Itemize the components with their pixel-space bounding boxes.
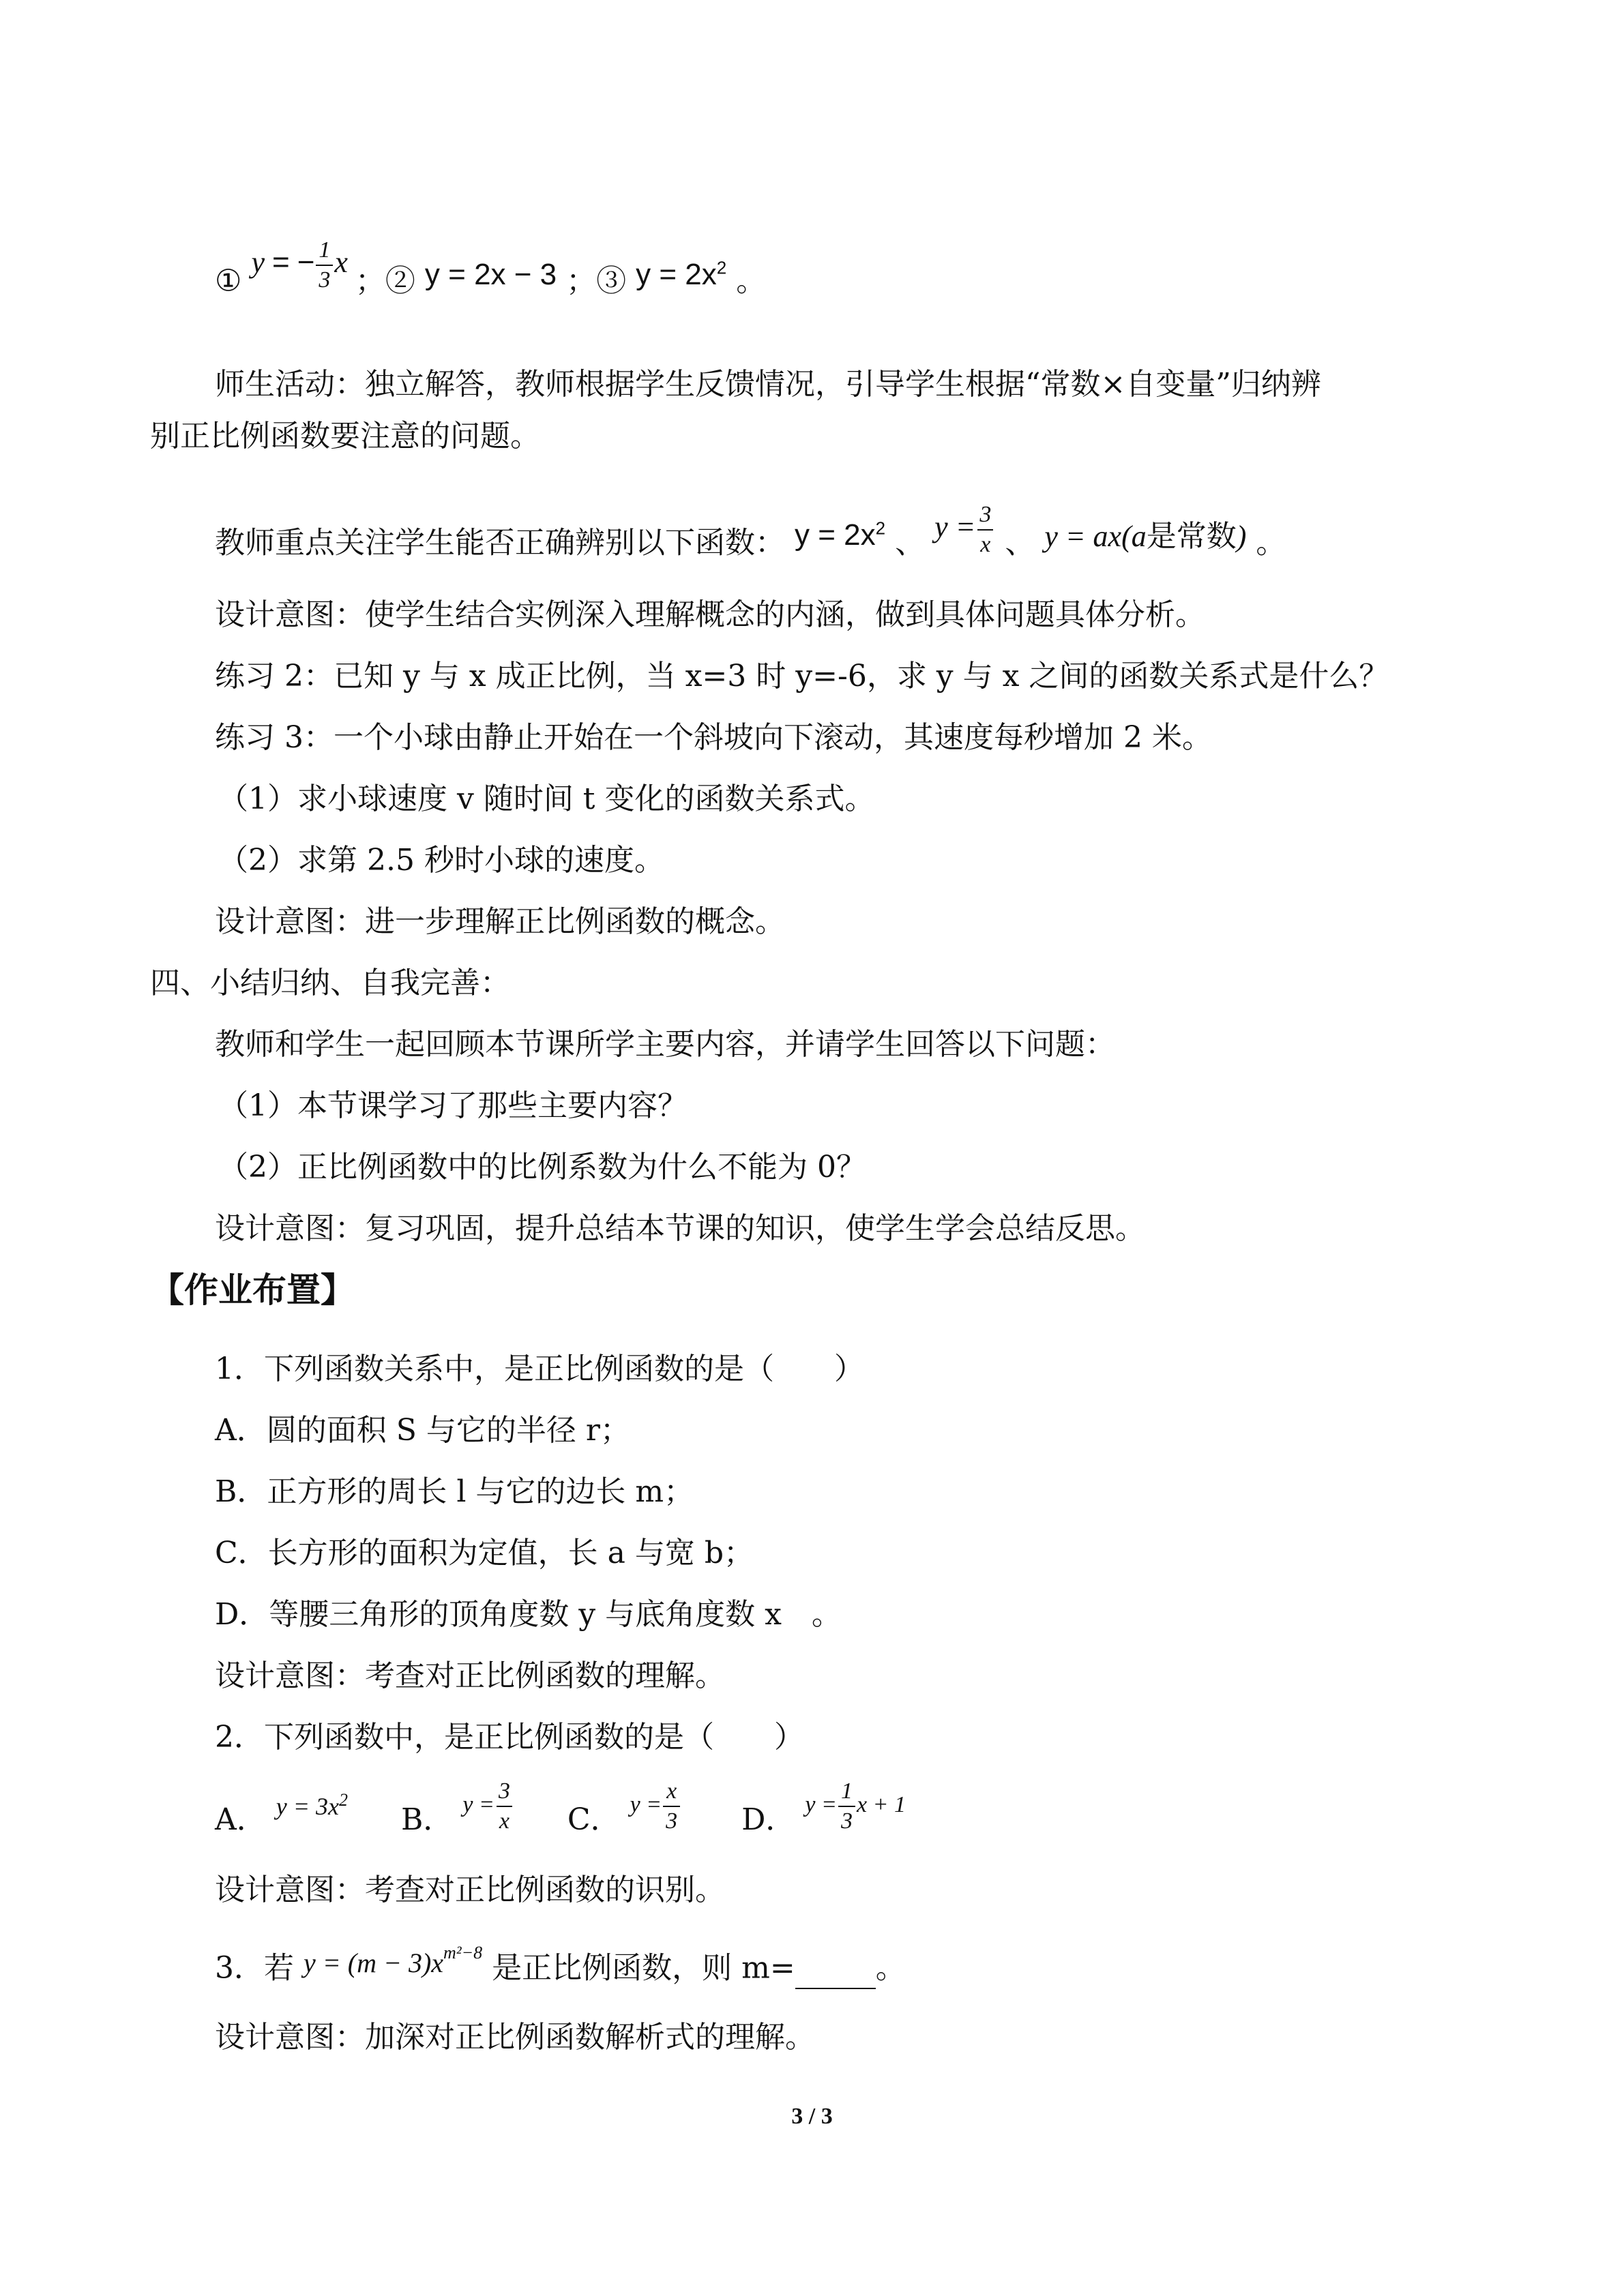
homework-q3-intent: 设计意图：加深对正比例函数解析式的理解。 [215,2020,815,2055]
exercise-3-part-2: （2）求第 2.5 秒时小球的速度。 [218,843,664,878]
formula-y-2x-squared-b: $y = 2x^2$ [795,518,886,552]
focus-end: 。 [1256,525,1286,561]
q2-option-b-label: B． [401,1802,454,1837]
separator-a: 、 [895,525,926,561]
paragraph-intent-3: 设计意图：复习巩固，提升总结本节课的知识，使学生学会总结反思。 [215,1211,1145,1246]
page-number: 3 / 3 [791,2104,833,2129]
section-heading-4: 四、小结归纳、自我完善： [150,966,510,1000]
homework-q1: 1．下列函数关系中，是正比例函数的是（ ） [215,1352,864,1386]
paragraph-focus [215,501,1286,573]
homework-q1-option-d: D．等腰三角形的顶角度数 y 与底角度数 x 。 [215,1597,842,1632]
homework-q1-option-c: C．长方形的面积为定值，长 a 与宽 b； [215,1536,754,1570]
formula-y-neg-third-x: y = − $\frac{1}{3}$ x [251,237,348,293]
circled-1: ① [215,263,242,299]
paragraph-activity-2: 别正比例函数要注意的问题。 [150,419,540,453]
q2-option-d-label: D． [741,1802,796,1837]
q3-formula: $y = (m - 3)x^{m^2-8}$ [304,1943,483,1979]
q2-option-c-label: C． [567,1802,621,1837]
q2-option-a-label: A． [215,1802,267,1837]
q3-end: 。 [875,1950,906,1986]
formula-y-ax: y = ax(a是常数) [1044,519,1247,553]
homework-q1-intent: 设计意图：考查对正比例函数的理解。 [215,1658,725,1693]
homework-q1-option-b: B．正方形的周长 l 与它的边长 m； [215,1474,694,1509]
paragraph-review: 教师和学生一起回顾本节课所学主要内容，并请学生回答以下问题： [215,1027,1115,1062]
homework-heading: 【作业布置】 [150,1270,355,1310]
q2-option-d-formula: y = 1 3 x + 1 [805,1778,906,1834]
q2-option-c-formula: y = x 3 [630,1792,682,1817]
q3-answer-blank[interactable] [795,1958,876,1989]
q2-option-b-formula: y = 3 x [462,1792,514,1817]
exercise-3-part-1: （1）求小球速度 v 随时间 t 变化的函数关系式。 [218,781,875,816]
separator-2: ；② [355,263,415,299]
focus-text: 教师重点关注学生能否正确辨别以下函数： [215,525,785,561]
q3-prefix: 3．若 [215,1950,294,1986]
homework-q3 [215,1942,906,1989]
review-question-1: （1）本节课学习了那些主要内容？ [218,1088,688,1123]
q3-text: 是正比例函数，则 m= [492,1950,795,1986]
homework-q2-intent: 设计意图：考查对正比例函数的识别。 [215,1873,725,1907]
q2-option-a-formula: y = 3x2 [276,1790,349,1820]
formula-y-2x-squared: $y = 2x^2$ [636,257,727,291]
review-question-2: （2）正比例函数中的比例系数为什么不能为 0？ [218,1150,866,1184]
formula-y-3-over-x: y = $\frac{3}{x}$ [934,510,995,543]
line-end: 。 [736,263,767,299]
paragraph-intent-1: 设计意图：使学生结合实例深入理解概念的内涵，做到具体问题具体分析。 [215,597,1205,632]
homework-q2-options [215,1778,906,1851]
separator-3: ；③ [566,263,627,299]
paragraph-intent-2: 设计意图：进一步理解正比例函数的概念。 [215,904,785,939]
homework-q1-option-a: A．圆的面积 S 与它的半径 r； [215,1413,630,1448]
paragraph-activity-1: 师生活动：独立解答，教师根据学生反馈情况，引导学生根据“常数×自变量”归纳辨 [215,367,1321,402]
paragraph-exercise-3: 练习 3：一个小球由静止开始在一个斜坡向下滚动，其速度每秒增加 2 米。 [215,720,1212,755]
homework-q2: 2．下列函数中，是正比例函数的是（ ） [215,1720,804,1755]
example-functions-line [215,237,767,311]
formula-y-2x-minus-3: y = 2x − 3 [424,257,557,291]
separator-b: 、 [1005,525,1035,561]
paragraph-exercise-2: 练习 2：已知 y 与 x 成正比例，当 x=3 时 y=-6，求 y 与 x 之间的函数关系式是什么？ [215,659,1389,694]
